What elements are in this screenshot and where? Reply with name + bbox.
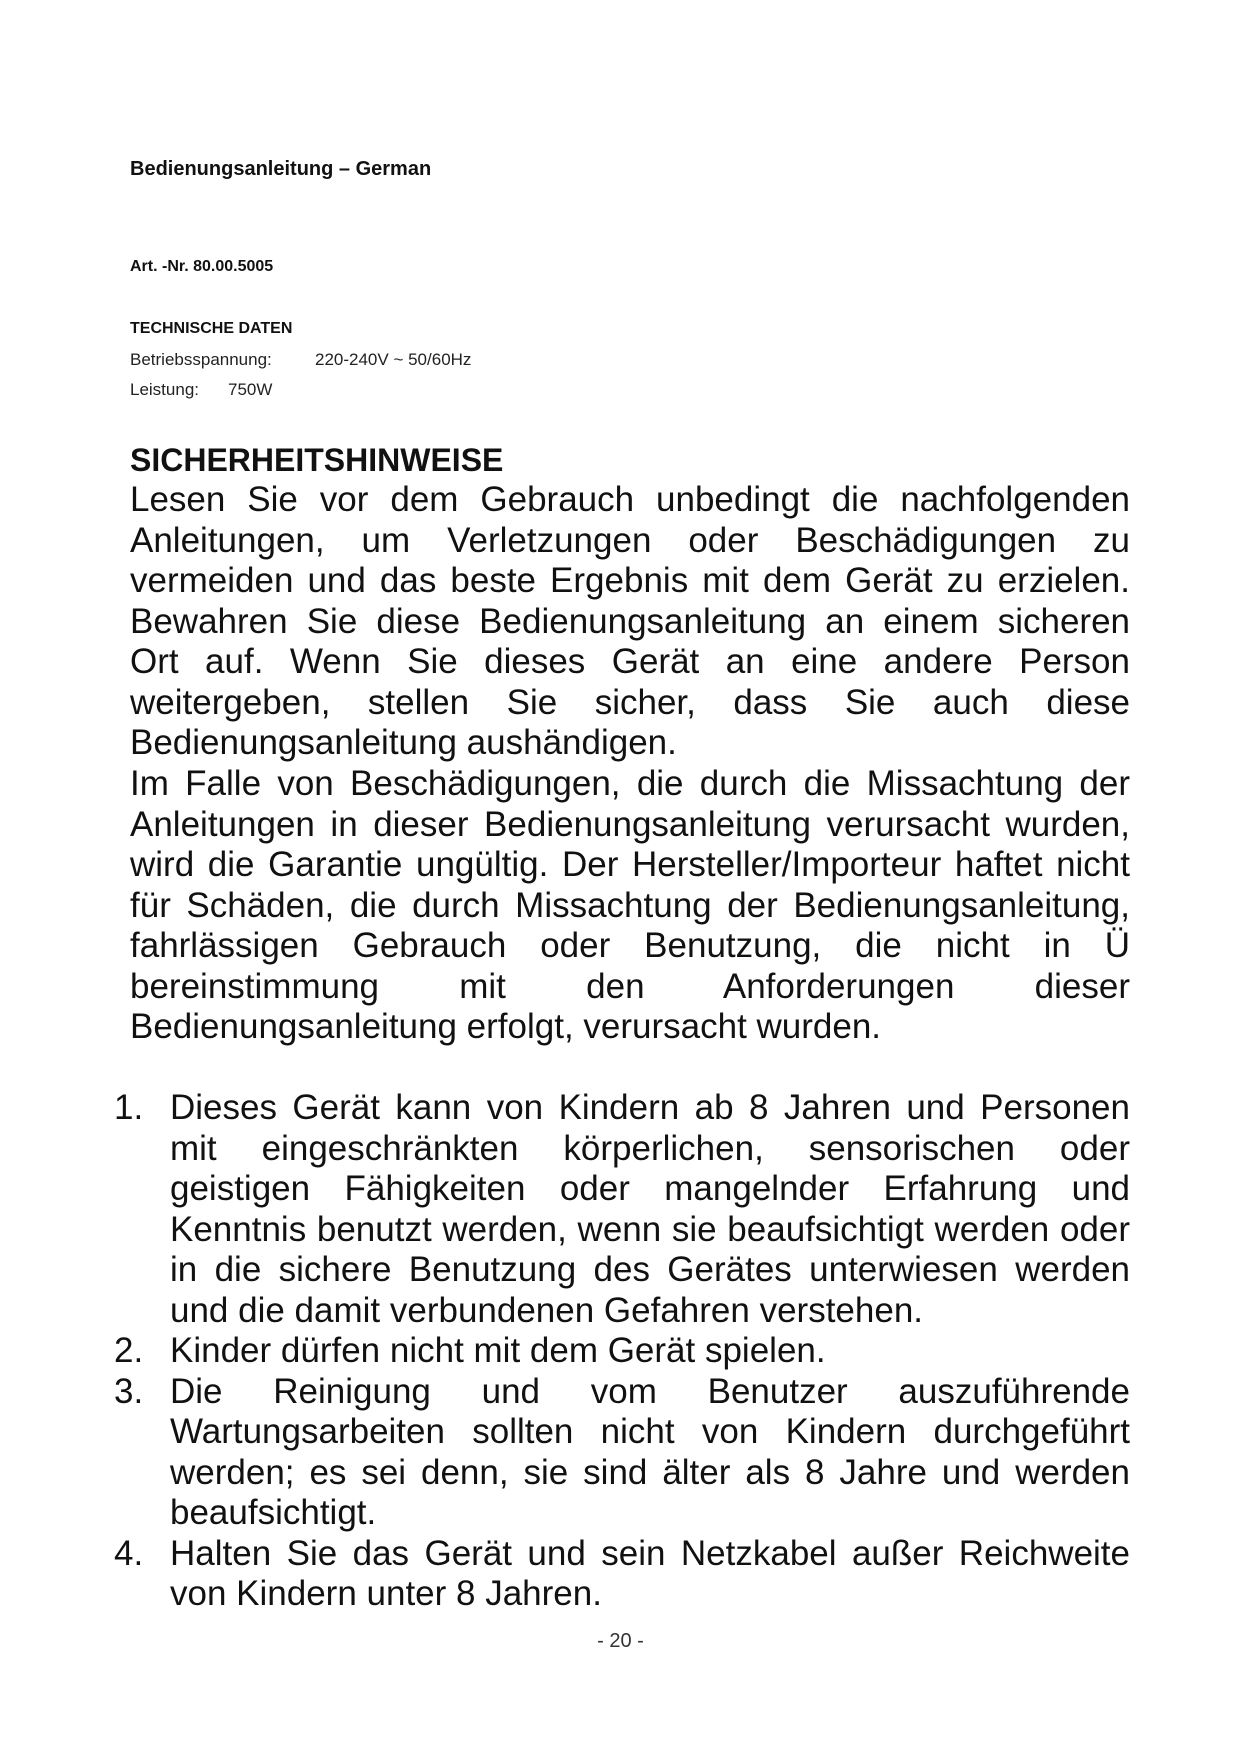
list-item-number: 2. xyxy=(114,1331,144,1370)
list-item xyxy=(110,1534,1130,1615)
safety-intro-paragraph: Lesen Sie vor dem Gebrauch unbedingt die nachfolgenden Anleitungen, um Verletzungen oder Beschädigungen zu vermeiden und das beste Ergebnis mit dem Gerät zu erzielen. Bewahren Sie diese Bedienungsanleitung an einem sicheren Ort auf. Wenn Sie dieses Gerät an eine andere Person weitergeben, stellen Sie sicher, dass Sie auch diese Bedienungsanleitung aushändigen. xyxy=(130,480,1130,762)
list-item-text: Dieses Gerät kann von Kindern ab 8 Jahren und Personen mit eingeschränkten körperlichen, sensorischen oder geistigen Fähigkeiten oder mangelnder Erfahrung und Kenntnis benutzt werden, wenn sie beaufsichtigt werden oder in die sichere Benutzung des Gerätes unterwiesen werden und die damit verbundenen Gefahren verstehen. xyxy=(170,1088,1130,1330)
document-title: Bedienungsanleitung – German xyxy=(130,158,432,180)
page-number: - 20 - xyxy=(597,1630,644,1652)
spec-row-voltage xyxy=(130,350,471,370)
spec-label: Betriebsspannung: xyxy=(130,350,272,369)
technical-data-heading: TECHNISCHE DATEN xyxy=(130,320,293,337)
list-item-number: 3. xyxy=(114,1371,144,1411)
list-item-text: Halten Sie das Gerät und sein Netzkabel außer Reichweite von Kindern unter 8 Jahren. xyxy=(170,1533,1130,1613)
list-item xyxy=(110,1331,1130,1372)
spec-label: Leistung: xyxy=(130,380,199,399)
warranty-paragraph: Im Falle von Beschädigungen, die durch die Missachtung der Anleitungen in dieser Bedienungsanleitung verursacht wurden, wird die Garantie ungültig. Der Hersteller/Importeur haftet nicht für Schäden, die durch Missachtung der Bedienungsanleitung, fahrlässigen Gebrauch oder Benutzung, die nicht in Ü bereinstimmung mit den Anforderungen dieser Bedienungsanleitung erfolgt, verursacht wurden. xyxy=(130,764,1130,1046)
spec-row-power xyxy=(130,380,272,400)
spec-value: 750W xyxy=(228,380,273,399)
article-number: Art. -Nr. 80.00.5005 xyxy=(130,258,274,275)
list-item-text: Die Reinigung und vom Benutzer auszuführende Wartungsarbeiten sollten nicht von Kindern durchgeführt werden; es sei denn, sie sind älter als 8 Jahre und werden beaufsichtigt. xyxy=(170,1371,1130,1532)
spec-value: 220-240V ~ 50/60Hz xyxy=(315,350,472,369)
safety-heading: SICHERHEITSHINWEISE xyxy=(130,442,504,478)
list-item-number: 4. xyxy=(114,1533,144,1573)
list-item xyxy=(110,1372,1130,1534)
list-item xyxy=(110,1088,1130,1331)
list-item-number: 1. xyxy=(114,1088,144,1127)
list-item-text: Kinder dürfen nicht mit dem Gerät spielen. xyxy=(170,1331,826,1370)
safety-list xyxy=(110,1088,1130,1615)
